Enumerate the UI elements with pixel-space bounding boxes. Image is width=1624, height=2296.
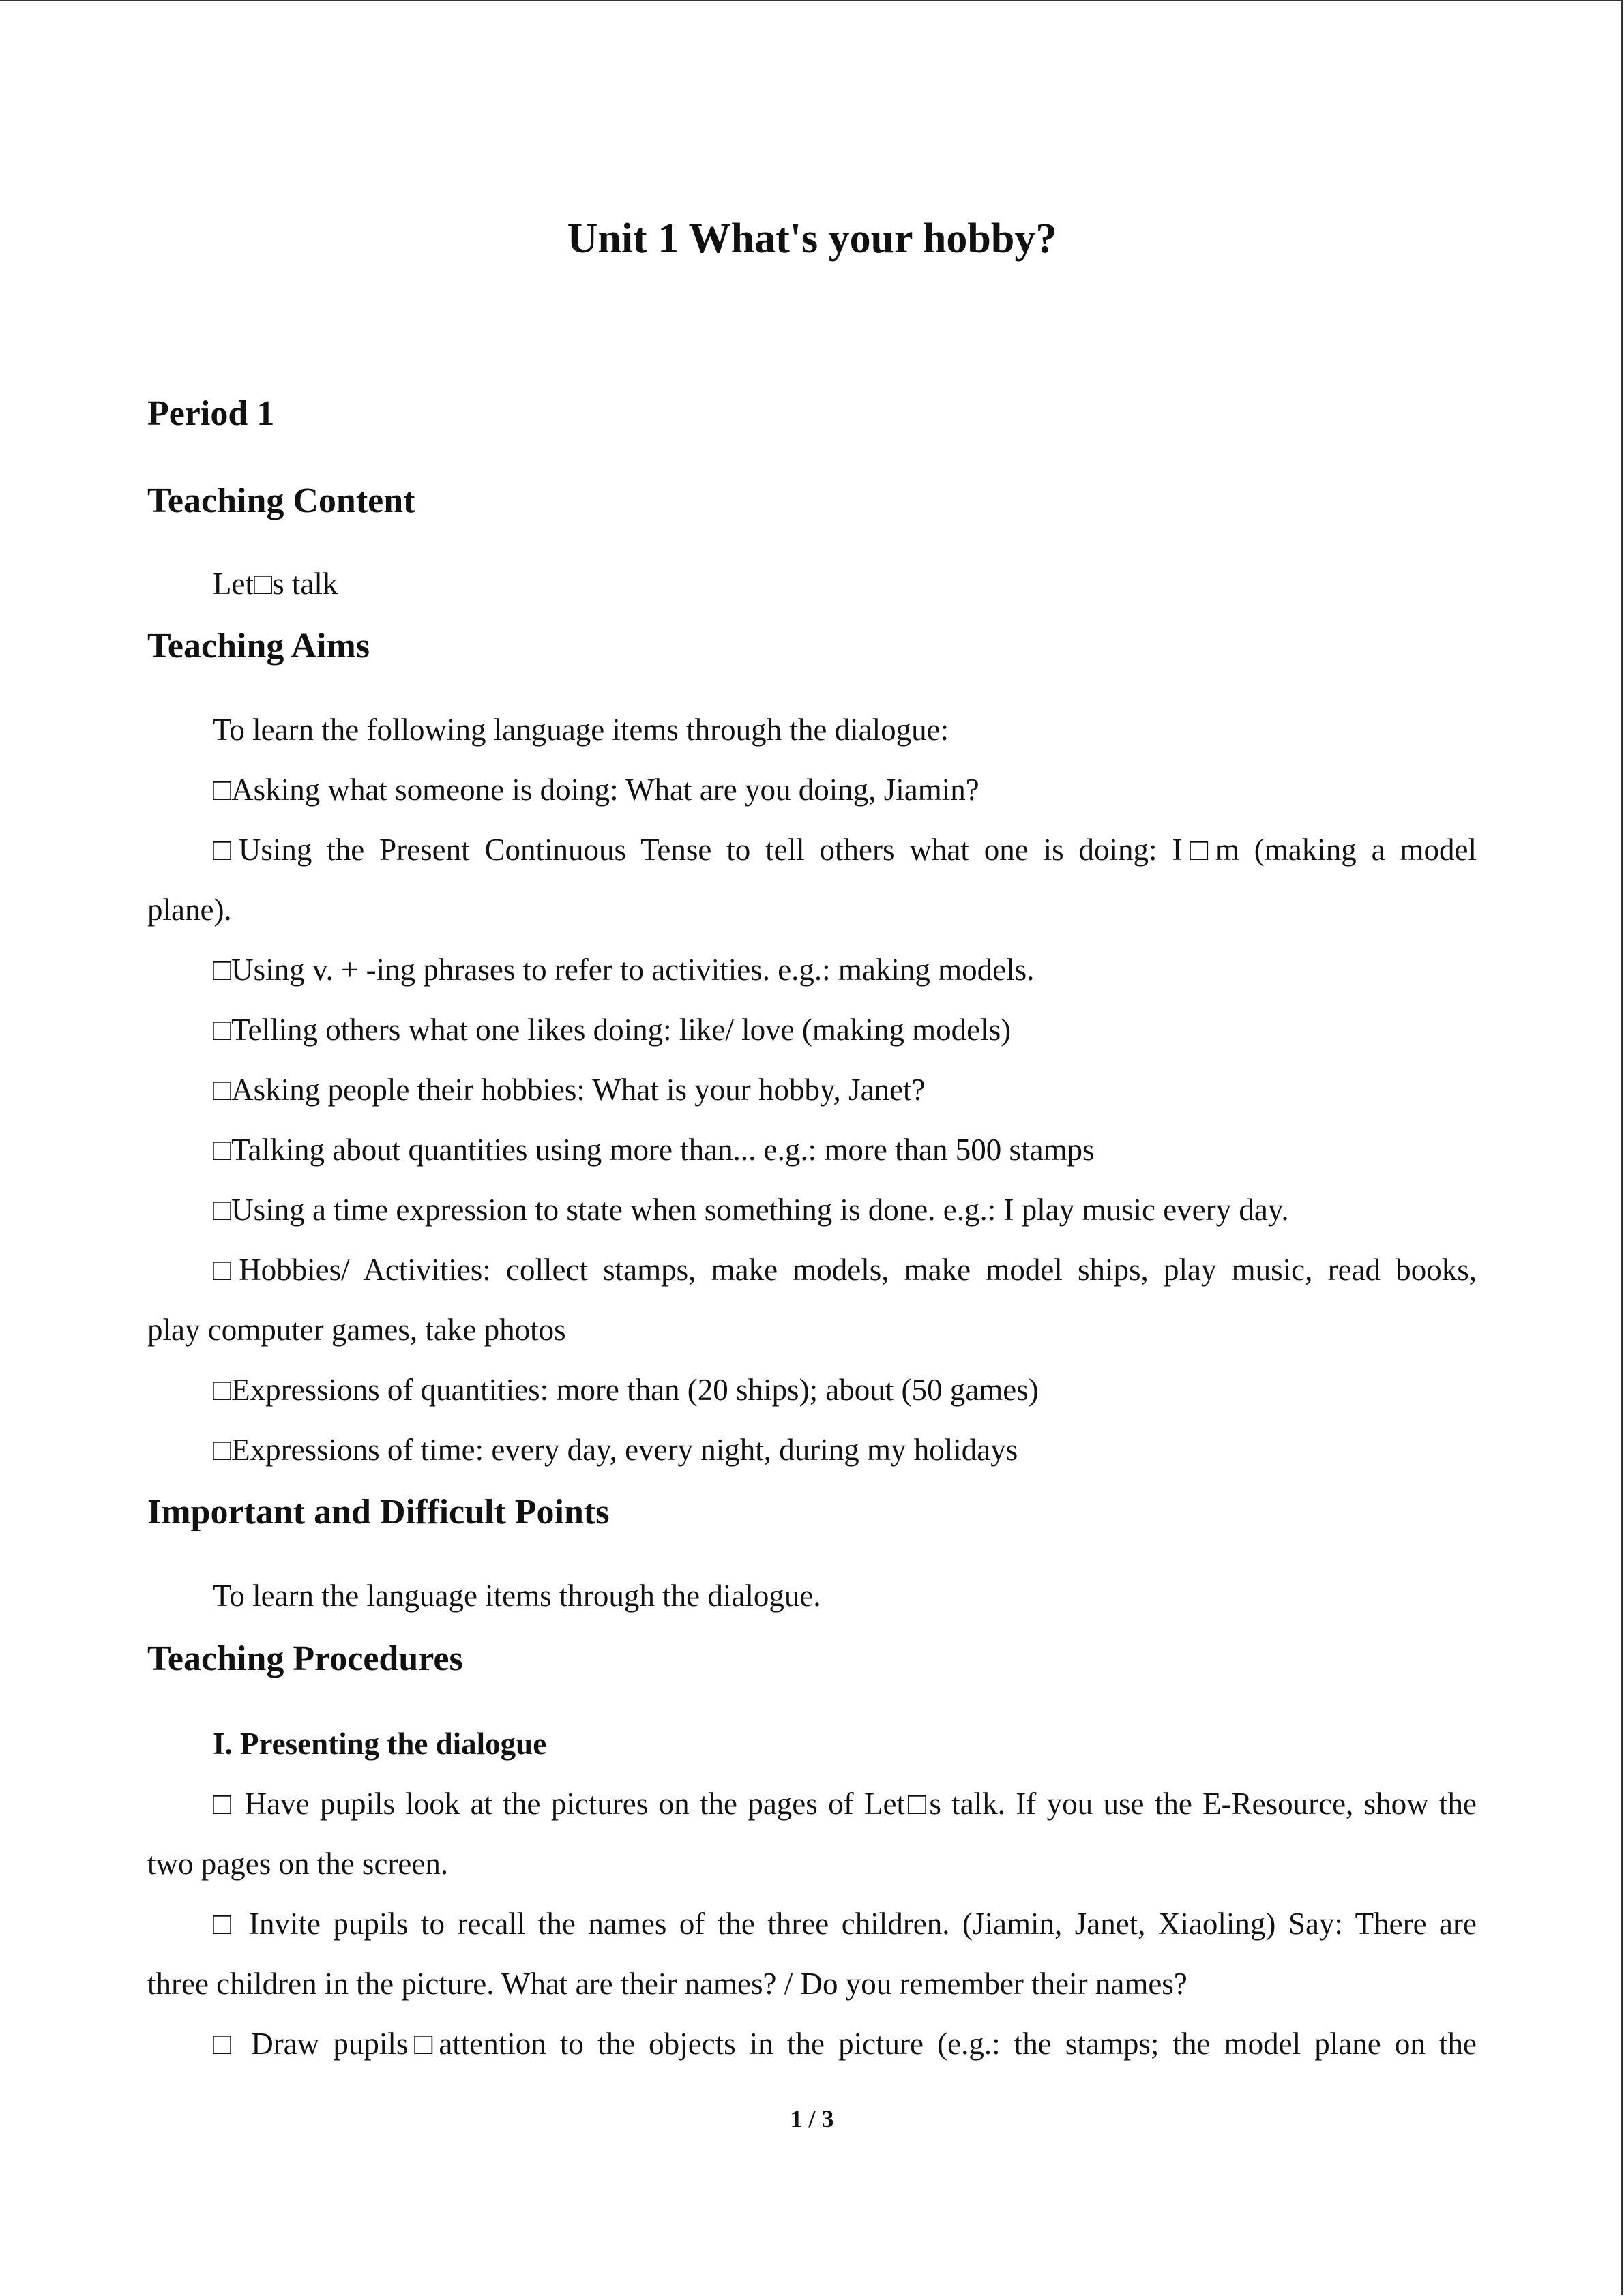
procedure-line: □ Draw pupils□attention to the objects in the picture (e.g.: the stamps; the model plane on the [213, 2027, 1477, 2061]
teaching-content-heading: Teaching Content [147, 481, 415, 520]
teaching-aims-heading: Teaching Aims [147, 627, 370, 666]
teaching-content-text: Let□s talk [213, 567, 338, 601]
document-title: Unit 1 What's your hobby? [567, 215, 1057, 262]
aim-item: □Expressions of quantities: more than (20 ships); about (50 games) [213, 1373, 1039, 1407]
aim-item-continuation: play computer games, take photos [147, 1313, 566, 1347]
teaching-procedures-heading: Teaching Procedures [147, 1639, 463, 1678]
important-points-text: To learn the language items through the dialogue. [213, 1579, 821, 1613]
important-points-heading: Important and Difficult Points [147, 1493, 610, 1532]
procedure-line-continuation: three children in the picture. What are their names? / Do you remember their names? [147, 1967, 1187, 2001]
aim-item: □Telling others what one likes doing: like/ love (making models) [213, 1013, 1012, 1047]
procedure-line: □ Invite pupils to recall the names of the three children. (Jiamin, Janet, Xiaoling) Say: There are [213, 1907, 1477, 1941]
aim-item: □Asking what someone is doing: What are you doing, Jiamin? [213, 773, 979, 807]
aim-item: □Using a time expression to state when something is done. e.g.: I play music every day. [213, 1193, 1289, 1227]
aim-item-continuation: plane). [147, 893, 232, 927]
period-heading: Period 1 [147, 394, 275, 433]
page-number: 1 / 3 [790, 2105, 834, 2132]
aim-item: □Using v. + -ing phrases to refer to activities. e.g.: making models. [213, 953, 1035, 987]
aim-item: □Hobbies/ Activities: collect stamps, make models, make model ships, play music, read books, [213, 1253, 1477, 1287]
aim-item: □Talking about quantities using more than... e.g.: more than 500 stamps [213, 1133, 1095, 1167]
procedure-line: □ Have pupils look at the pictures on the pages of Let□s talk. If you use the E-Resource, show the [213, 1787, 1477, 1821]
procedure-line-continuation: two pages on the screen. [147, 1847, 449, 1881]
teaching-aims-intro: To learn the following language items through the dialogue: [213, 713, 949, 747]
aim-item: □Using the Present Continuous Tense to tell others what one is doing: I□m (making a model [213, 833, 1477, 867]
procedure-subheading: I. Presenting the dialogue [213, 1727, 547, 1761]
aim-item: □Asking people their hobbies: What is your hobby, Janet? [213, 1073, 926, 1107]
aim-item: □Expressions of time: every day, every night, during my holidays [213, 1433, 1018, 1467]
